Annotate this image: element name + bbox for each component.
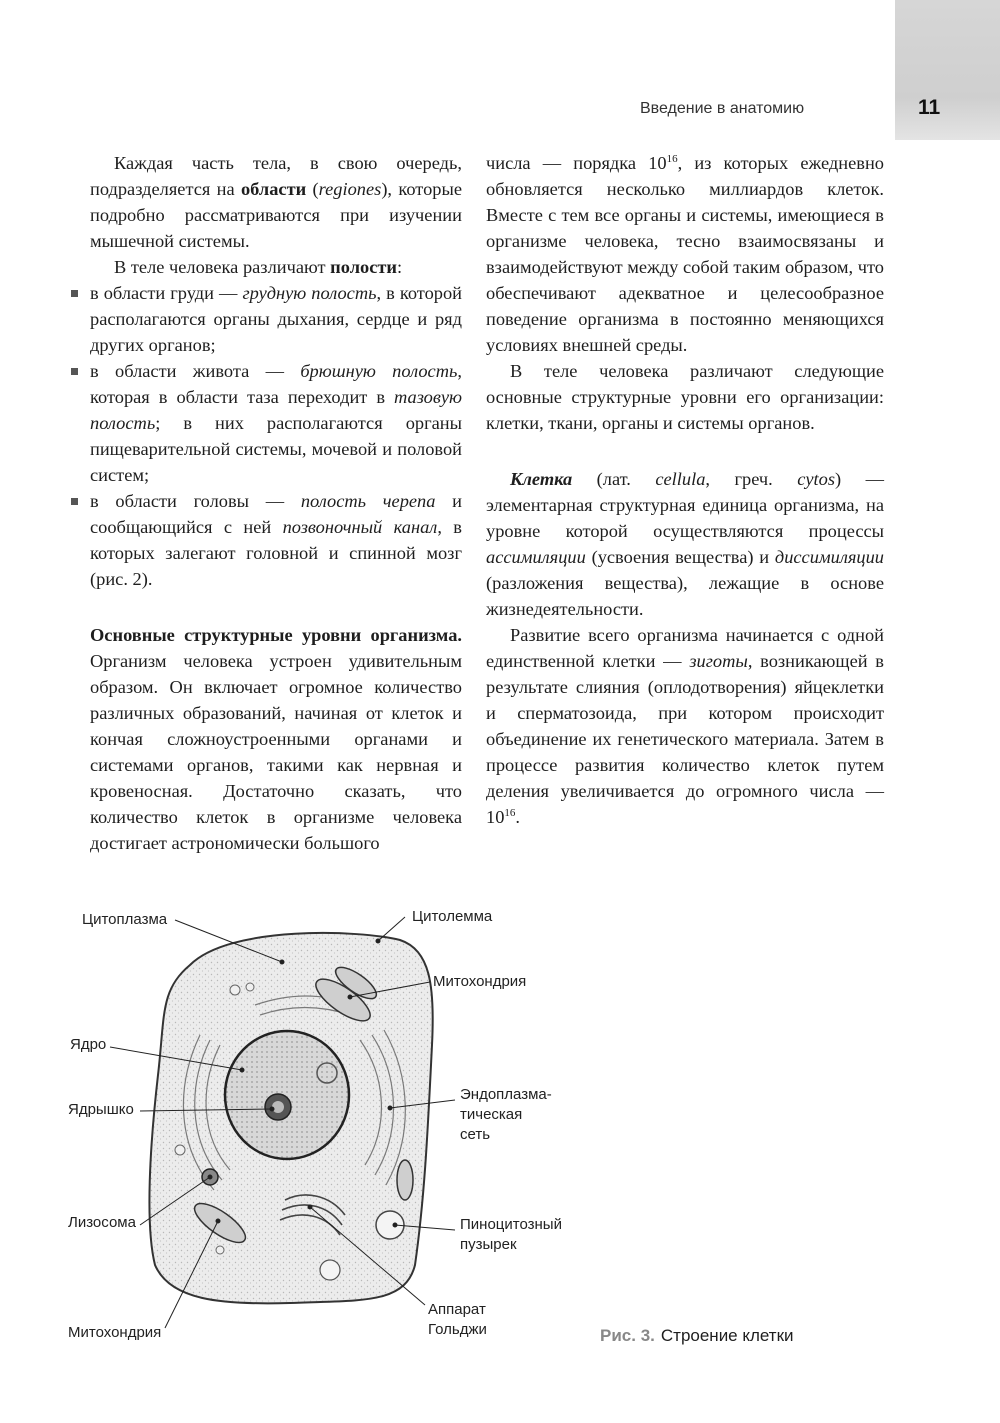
nucleus (225, 1031, 349, 1159)
square-bullet-icon (71, 498, 78, 505)
list-item: в области головы — полость черепа и сообщающийся с ней позвоночный канал, в которых залегают головной и спинной мозг (рис. 2). (90, 488, 462, 592)
paragraph-cell-definition: Клетка (лат. cellula, греч. cytos) — элементарная структурная единица организма, на уровне которой осуществляются процессы ассимиляции (усвоения вещества) и диссимиляции (разложения вещества), лежащие в основе жизнедеятельности. (486, 469, 884, 619)
cavities-list (90, 280, 462, 592)
figure-caption (600, 1326, 794, 1346)
label-mitochondrion-bottom: Митохондрия (68, 1324, 162, 1341)
right-column (486, 150, 884, 830)
square-bullet-icon (71, 368, 78, 375)
cell-structure-figure (60, 895, 600, 1355)
square-bullet-icon (71, 290, 78, 297)
label-cytolemma: Цитолемма (412, 908, 493, 925)
label-nucleus: Ядро (70, 1036, 107, 1053)
paragraph-regions: Каждая часть тела, в свою очередь, подразделяется на области (regiones), которые подробно рассматриваются при изучении мышечной системы. (90, 153, 462, 251)
left-column (90, 150, 462, 856)
label-mitochondrion-top: Митохондрия (433, 973, 527, 990)
figure-number: Рис. 3. (600, 1326, 655, 1345)
page-number: 11 (918, 96, 941, 119)
paragraph-structural-levels: Основные структурные уровни организма. Организм человека устроен удивительным образом. Он включает огромное количество различных образований, начиная от клеток и кончая сложноустроенными органами и системами органов, такими как нервная и кровеносная. Достаточно сказать, что количество клеток в организме человека достигает астрономически большого (90, 625, 462, 853)
label-endoplasmic-reticulum: Эндоплазма- тическая сеть (460, 1086, 552, 1143)
list-item: в области груди — грудную полость, в которой располагаются органы дыхания, сердце и ряд других органов; (90, 280, 462, 358)
label-pinocytic-vesicle: Пиноцитозный пузырек (460, 1216, 562, 1253)
list-item: в области живота — брюшную полость, которая в области таза переходит в тазовую полость; в них располагаются органы пищеварительной системы, мочевой и половой систем; (90, 358, 462, 488)
figure-title: Строение клетки (660, 1326, 794, 1345)
page-tab-shade (895, 0, 1000, 140)
label-lysosome: Лизосома (68, 1214, 136, 1231)
label-nucleolus: Ядрышко (68, 1101, 134, 1118)
paragraph-cavities-intro: В теле человека различают полости: (114, 257, 403, 277)
paragraph-zygote: Развитие всего организма начинается с одной единственной клетки — зиготы, возникающей в результате слияния (оплодотворения) яйцеклетки и сперматозоида, при котором происходит объединение их генетического материала. Затем в процессе развития количество клеток путем деления увеличивается до огромного числа — $10^{16}$. (486, 625, 884, 827)
running-title: Введение в анатомию (640, 100, 805, 117)
paragraph-organization-levels: В теле человека различают следующие основные структурные уровни его организации: клетки, ткани, органы и системы органов. (486, 361, 884, 433)
label-cytoplasm: Цитоплазма (82, 911, 168, 928)
paragraph-cell-count: числа — порядка $10^{16}$, из которых ежедневно обновляется несколько миллиардов клеток. Вместе с тем все органы и системы, имеющиеся в организме человека, тесно взаимосвязаны и взаимодействуют между собой таким образом, что обеспечивают адекватное и целесообразное поведение организма в постоянно меняющихся условиях внешней среды. (486, 153, 884, 355)
label-golgi: Аппарат Гольджи (428, 1301, 487, 1338)
